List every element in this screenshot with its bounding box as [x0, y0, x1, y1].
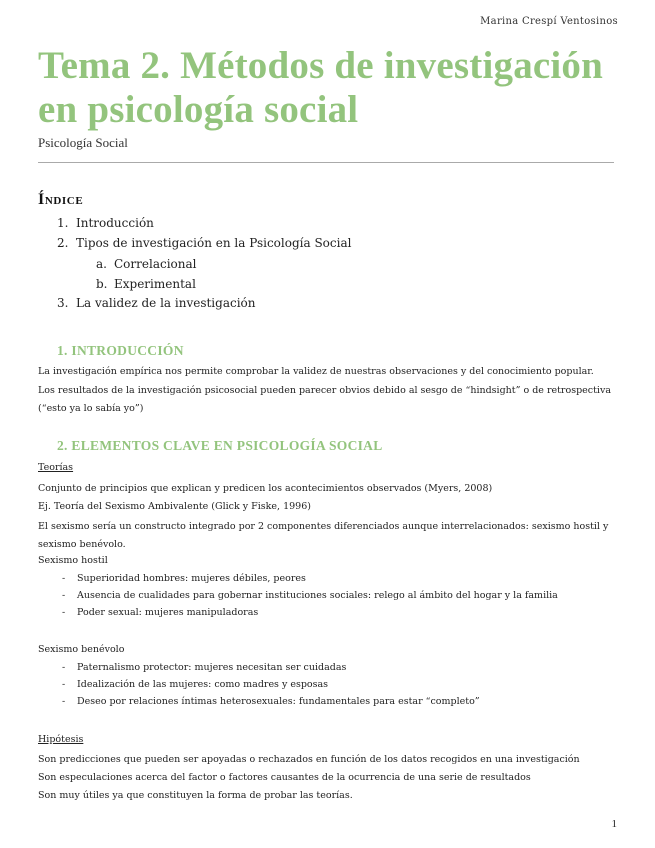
teorias-example: Ej. Teoría del Sexismo Ambivalente (Glick y Fiske, 1996) [38, 501, 311, 512]
intro-paragraph-2: Los resultados de la investigación psicosocial pueden parecer obvios debido al sesgo de “hindsight” o de retrospectiva (“esto ya lo sabía yo”) [38, 385, 611, 414]
index-subitem-correlacional: Correlacional [114, 257, 197, 271]
teorias-definition: Conjunto de principios que explican y predicen los acontecimientos observados (Myers, 2008) [38, 483, 493, 494]
intro-paragraph-1: La investigación empírica nos permite comprobar la validez de nuestras observaciones y del conocimiento popular. [38, 366, 594, 377]
hipotesis-line-3: Son muy útiles ya que constituyen la forma de probar las teorías. [38, 790, 353, 801]
index-subitem-letter: a. [96, 257, 107, 271]
list-bullet: - [62, 662, 66, 673]
section-heading-elementos: 2. ELEMENTOS CLAVE EN PSICOLOGÍA SOCIAL [57, 438, 383, 453]
list-item: Ausencia de cualidades para gobernar instituciones sociales: relego al ámbito del hogar y la familia [77, 590, 558, 601]
list-bullet: - [62, 573, 66, 584]
list-bullet: - [62, 696, 66, 707]
hipotesis-line-2: Son especulaciones acerca del factor o factores causantes de la ocurrencia de una serie de resultados [38, 772, 531, 783]
index-item-tipos: Tipos de investigación en la Psicología Social [76, 236, 352, 250]
page-number: 1 [611, 818, 617, 830]
sexismo-hostil-label: Sexismo hostil [38, 555, 108, 566]
list-item: Superioridad hombres: mujeres débiles, peores [77, 573, 306, 584]
teorias-explanation: El sexismo sería un constructo integrado por 2 componentes diferenciados aunque interrelacionados: sexismo hostil y sexismo benévolo. [38, 521, 609, 550]
hipotesis-label: Hipótesis [38, 734, 84, 745]
list-bullet: - [62, 679, 66, 690]
index-item-num: 1. [57, 216, 69, 230]
list-bullet: - [62, 607, 66, 618]
list-item: Deseo por relaciones íntimas heterosexuales: fundamentales para estar “completo” [77, 696, 480, 707]
hipotesis-line-1: Son predicciones que pueden ser apoyadas o rechazados en función de los datos recogidos en una investigación [38, 754, 580, 765]
section-heading-introduccion: 1. INTRODUCCIÓN [57, 343, 184, 358]
list-item: Paternalismo protector: mujeres necesitan ser cuidadas [77, 662, 347, 673]
list-item: Idealización de las mujeres: como madres y esposas [77, 679, 329, 690]
list-bullet: - [62, 590, 66, 601]
index-item-introduccion: Introducción [76, 216, 154, 230]
list-item: Poder sexual: mujeres manipuladoras [77, 607, 259, 618]
page-subtitle: Psicología Social [38, 135, 128, 150]
teorias-label: Teorías [38, 462, 74, 473]
index-subitem-letter: b. [96, 277, 108, 291]
page-title: Tema 2. Métodos de investigación en psicología social [38, 44, 604, 131]
index-item-num: 3. [57, 296, 69, 310]
title-divider [38, 162, 614, 163]
index-heading: Índice [38, 191, 84, 208]
author-name: Marina Crespí Ventosinos [480, 16, 618, 27]
index-item-num: 2. [57, 236, 69, 250]
index-subitem-experimental: Experimental [114, 277, 196, 291]
index-item-validez: La validez de la investigación [76, 296, 256, 310]
sexismo-benevolo-label: Sexismo benévolo [38, 644, 125, 655]
